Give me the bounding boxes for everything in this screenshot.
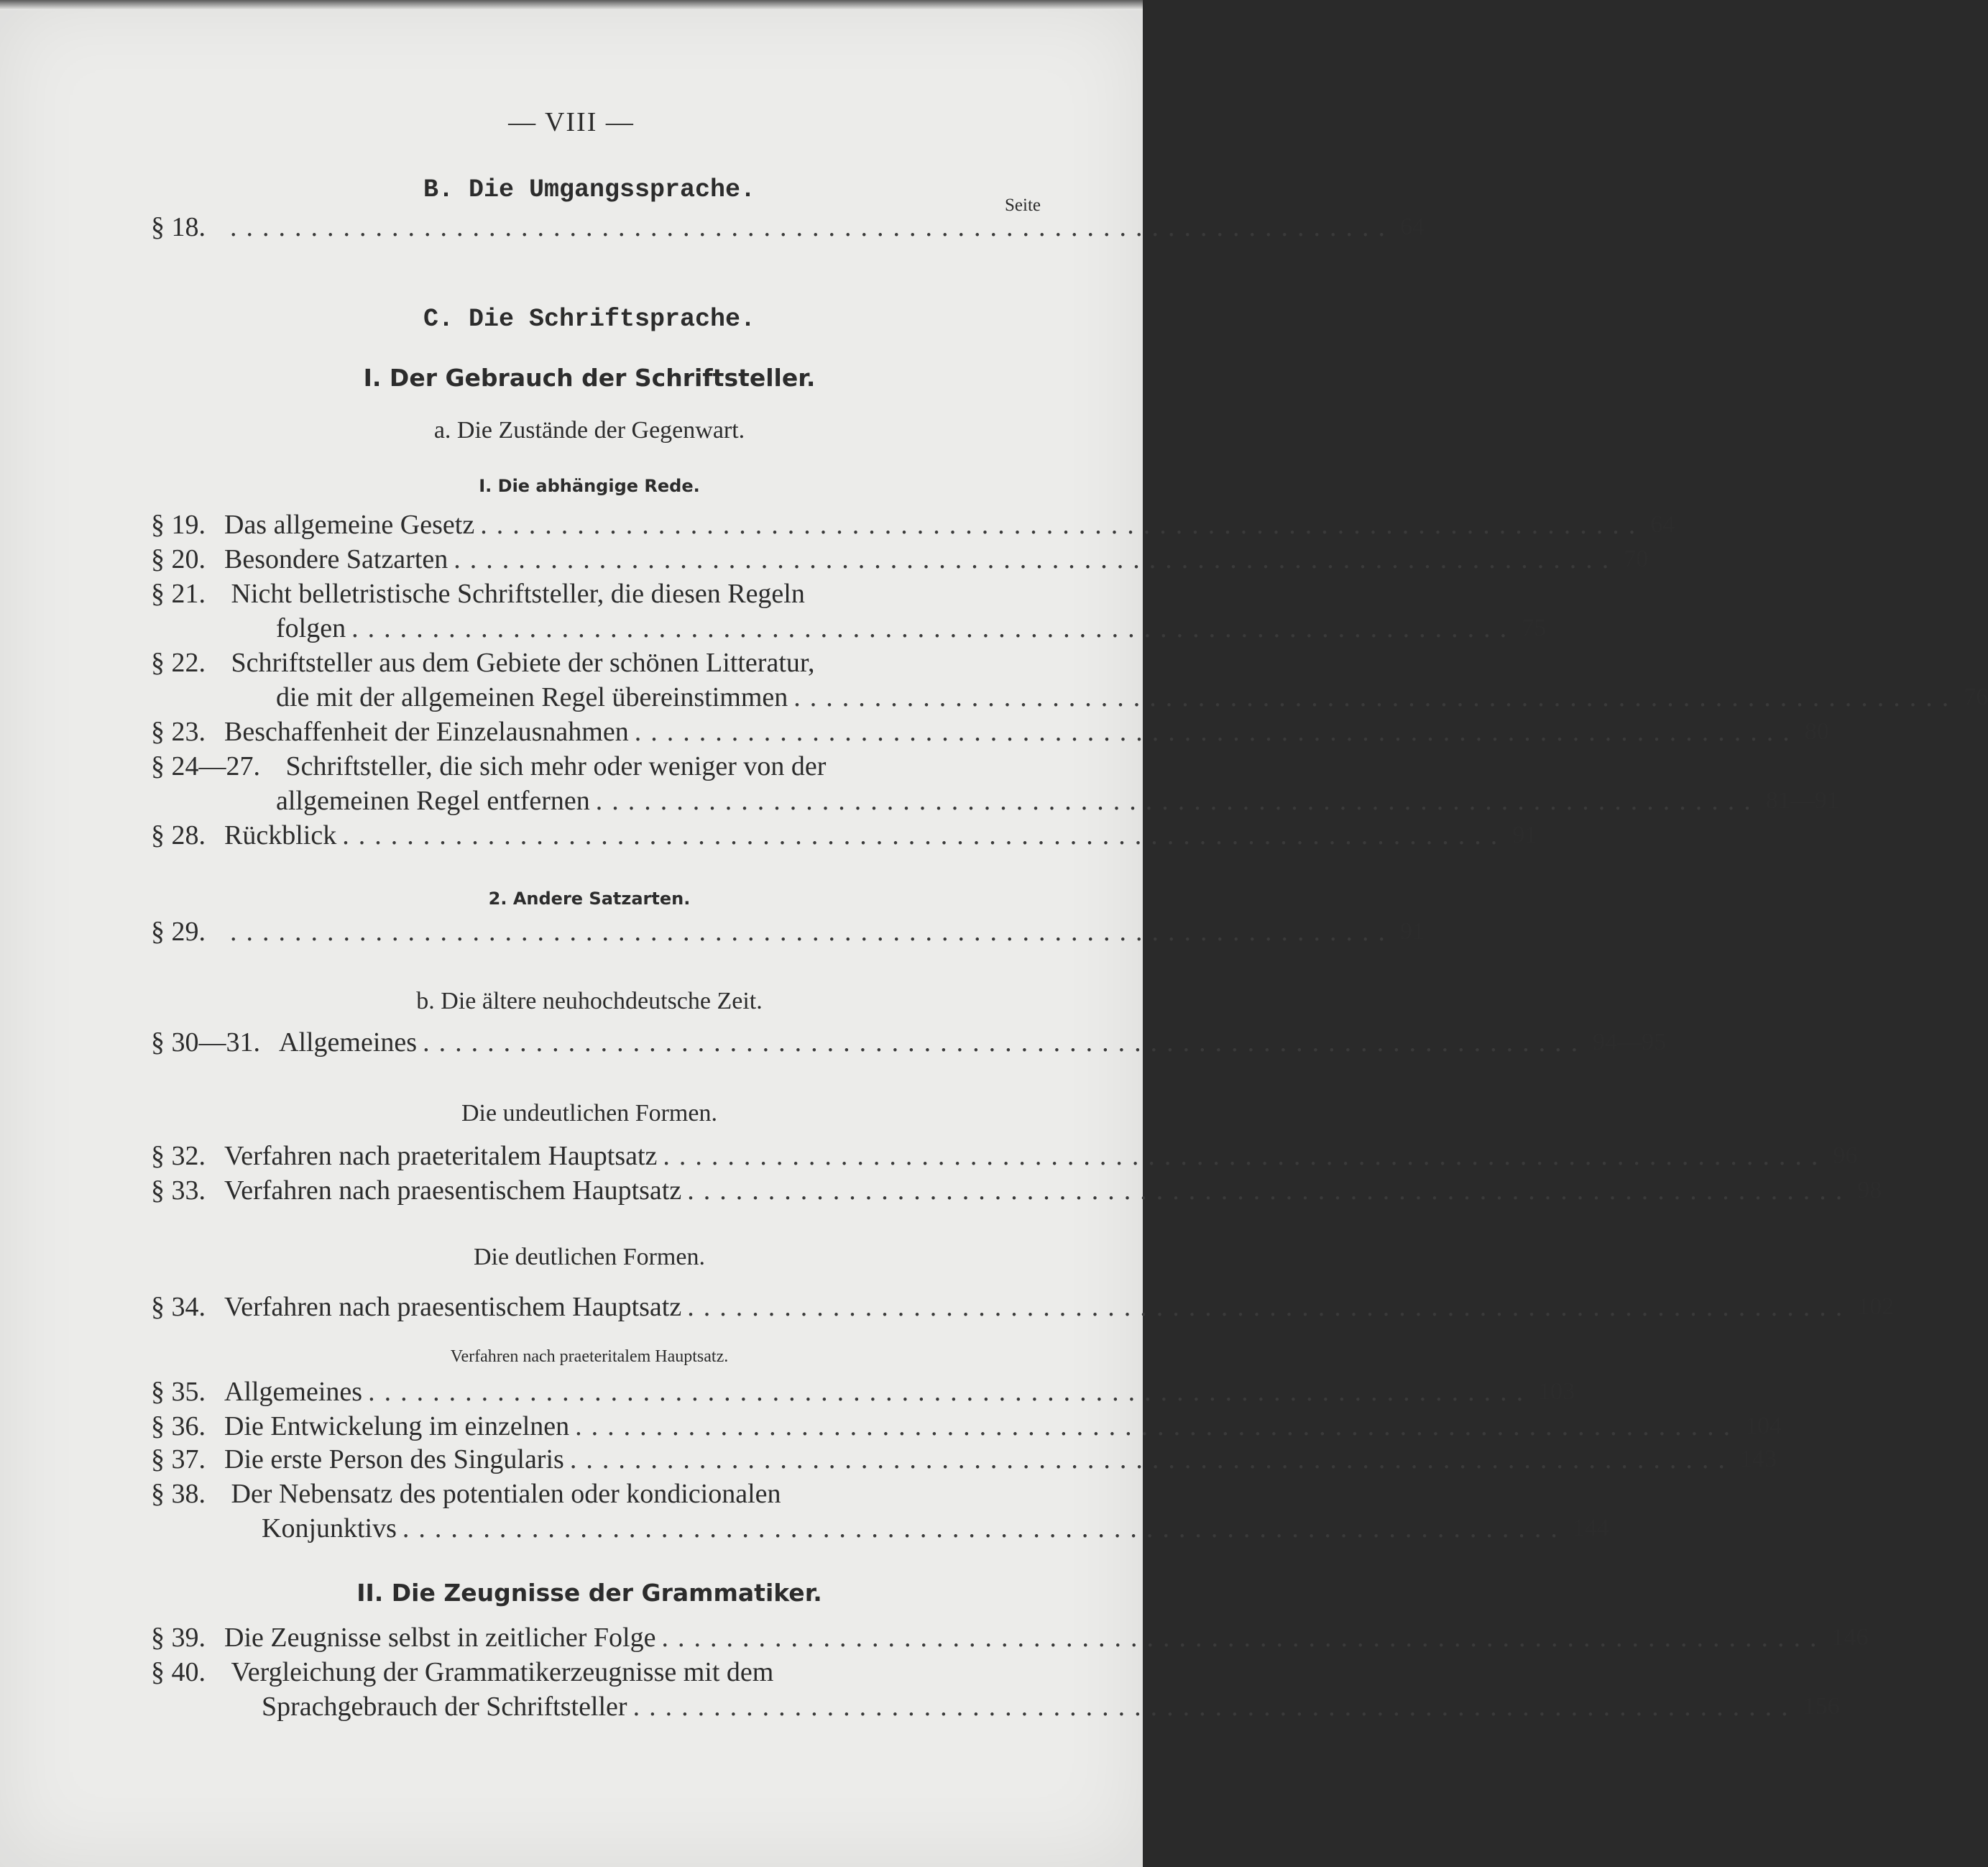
entry-title: Konjunktivs xyxy=(262,1513,397,1543)
dot-leader: ........................................................................ xyxy=(663,1141,1828,1171)
entry-title-line1: Nicht belletristische Schriftsteller, die diesen Regeln xyxy=(231,579,805,609)
entry-title: Verfahren nach praeteritalem Hauptsatz xyxy=(224,1141,658,1171)
toc-entry-32[interactable] xyxy=(151,1139,1858,1173)
entry-title: Besondere Satzarten xyxy=(224,544,448,574)
section-number: § 30—31. xyxy=(151,1027,260,1058)
page-ref: 156 xyxy=(1803,1693,1840,1720)
heading-schriftsprache: C. Die Schriftsprache. xyxy=(423,305,756,334)
page-ref: 75 xyxy=(1522,615,1547,641)
toc-entry-34[interactable] xyxy=(151,1290,1895,1324)
scan-edge xyxy=(0,0,1143,10)
entry-title: folgen xyxy=(276,613,346,643)
heading-zeugnisse-grammatiker: II. Die Zeugnisse der Grammatiker. xyxy=(356,1579,822,1607)
page-ref: 146 xyxy=(1831,1624,1869,1651)
section-number: § 32. xyxy=(151,1141,206,1171)
page-ref: 80 xyxy=(1804,718,1829,745)
toc-entry-22[interactable] xyxy=(151,646,1988,715)
page-ref: 91 xyxy=(1400,918,1425,945)
entry-title-line1: Schriftsteller aus dem Gebiete der schönen Litteratur, xyxy=(231,648,815,678)
dot-leader: ........................................................................ xyxy=(454,544,1619,574)
heading-gebrauch-schriftsteller: I. Der Gebrauch der Schriftsteller. xyxy=(363,364,816,392)
page-ref: 76 xyxy=(1964,684,1988,710)
dot-leader: ........................................................................ xyxy=(632,1692,1798,1722)
entry-title: Allgemeines xyxy=(279,1027,418,1058)
toc-entry-40[interactable] xyxy=(151,1655,1840,1724)
section-number: § 28. xyxy=(151,820,206,850)
page-ref: 144 xyxy=(1572,1515,1609,1541)
dot-leader: ........................................................................ xyxy=(687,1292,1852,1322)
dot-leader: ........................................................................ xyxy=(342,820,1507,850)
section-number: § 34. xyxy=(151,1292,206,1322)
section-number: § 19. xyxy=(151,510,206,540)
page-ref: 143 xyxy=(1739,1446,1777,1472)
toc-entry-39[interactable] xyxy=(151,1620,1869,1655)
heading-praeteritalem-hauptsatz: Verfahren nach praeteritalem Hauptsatz. xyxy=(450,1347,729,1366)
page-ref: 104 xyxy=(1745,1413,1782,1439)
dot-leader: ........................................................................ xyxy=(480,510,1645,540)
dot-leader: ........................................................................ xyxy=(634,717,1799,747)
entry-title: Die Entwickelung im einzelnen xyxy=(224,1411,570,1441)
heading-zustaende-gegenwart: a. Die Zustände der Gegenwart. xyxy=(433,417,745,444)
toc-entry-30-31[interactable] xyxy=(151,1025,1667,1060)
entry-title: Allgemeines xyxy=(224,1377,363,1407)
page-ref: 64 xyxy=(1400,214,1425,240)
toc-entry-29[interactable] xyxy=(151,914,1425,949)
page-ref: 96 xyxy=(1833,1142,1858,1169)
section-number: § 18. xyxy=(151,212,206,242)
dot-leader: ........................................................................ xyxy=(575,1411,1740,1441)
dot-leader: ........................................................................ xyxy=(423,1027,1588,1058)
dot-leader: ........................................................................ xyxy=(595,786,1760,816)
section-number: § 36. xyxy=(151,1411,206,1441)
entry-title: Sprachgebrauch der Schriftsteller xyxy=(262,1692,627,1722)
heading-abhaengige-rede: I. Die abhängige Rede. xyxy=(479,476,700,496)
entry-title: Rückblick xyxy=(224,820,337,850)
heading-aeltere-zeit: b. Die ältere neuhochdeutsche Zeit. xyxy=(416,988,763,1014)
page-ref: 91 xyxy=(1512,822,1537,848)
section-number: § 35. xyxy=(151,1377,206,1407)
dot-leader: ........................................................................ xyxy=(569,1444,1734,1474)
toc-entry-35[interactable] xyxy=(151,1375,1575,1409)
page-ref: 103 xyxy=(1538,1378,1575,1405)
page-ref: 64 xyxy=(1650,511,1675,538)
heading-andere-satzarten: 2. Andere Satzarten. xyxy=(488,889,691,909)
section-number: § 40. xyxy=(151,1657,206,1687)
section-number: § 37. xyxy=(151,1444,206,1474)
entry-title: die mit der allgemeinen Regel übereinstimmen xyxy=(276,682,788,712)
toc-entry-21[interactable] xyxy=(151,577,1547,646)
page-number: — VIII — xyxy=(508,107,635,137)
heading-deutliche-formen: Die deutlichen Formen. xyxy=(474,1244,705,1270)
section-number: § 21. xyxy=(151,579,206,609)
entry-title: Das allgemeine Gesetz xyxy=(224,510,475,540)
dot-leader: ........................................................................ xyxy=(661,1623,1826,1653)
toc-entry-18[interactable] xyxy=(151,210,1425,244)
page-ref: 70 xyxy=(1624,546,1649,572)
entry-title: Beschaffenheit der Einzelausnahmen xyxy=(224,717,629,747)
entry-title: Die Zeugnisse selbst in zeitlicher Folge xyxy=(224,1623,656,1653)
toc-entry-24-27[interactable] xyxy=(151,749,1839,818)
toc-entry-20[interactable] xyxy=(151,542,1649,577)
page-ref: 81—91 xyxy=(1765,787,1839,814)
section-number: § 20. xyxy=(151,544,206,574)
entry-title: allgemeinen Regel entfernen xyxy=(276,786,590,816)
toc-entry-19[interactable] xyxy=(151,508,1675,542)
seite-label: Seite xyxy=(1005,196,1041,215)
dot-leader: ........................................................................ xyxy=(368,1377,1533,1407)
toc-entry-36[interactable] xyxy=(151,1409,1782,1444)
section-number: § 33. xyxy=(151,1175,206,1206)
toc-entry-38[interactable] xyxy=(151,1477,1609,1546)
entry-title-line1: Der Nebensatz des potentialen oder kondicionalen xyxy=(231,1479,781,1509)
entry-title: Die erste Person des Singularis xyxy=(224,1444,564,1474)
page-ref: 98 xyxy=(1857,1177,1882,1203)
dot-leader: ........................................................................ xyxy=(687,1175,1852,1206)
entry-title: Verfahren nach praesentischem Hauptsatz xyxy=(224,1175,682,1206)
entry-title: Verfahren nach praesentischem Hauptsatz xyxy=(224,1292,682,1322)
entry-title-line1: Schriftsteller, die sich mehr oder weniger von der xyxy=(285,751,827,781)
section-number: § 38. xyxy=(151,1479,206,1509)
section-number: § 24—27. xyxy=(151,751,260,781)
dot-leader: ........................................................................ xyxy=(230,917,1394,947)
toc-entry-33[interactable] xyxy=(151,1173,1882,1208)
section-number: § 23. xyxy=(151,717,206,747)
heading-undeutliche-formen: Die undeutlichen Formen. xyxy=(461,1100,717,1127)
dot-leader: ........................................................................ xyxy=(402,1513,1567,1543)
page-ref: 102 xyxy=(1857,1293,1895,1320)
section-number: § 29. xyxy=(151,917,206,947)
dot-leader: ........................................................................ xyxy=(351,613,1517,643)
dot-leader: ........................................................................ xyxy=(230,212,1394,242)
section-number: § 39. xyxy=(151,1623,206,1653)
toc-entry-23[interactable] xyxy=(151,715,1829,749)
dot-leader: ........................................................................ xyxy=(793,682,1959,712)
toc-entry-37[interactable] xyxy=(151,1442,1777,1477)
section-number: § 22. xyxy=(151,648,206,678)
entry-title-line1: Vergleichung der Grammatikerzeugnisse mit dem xyxy=(231,1657,774,1687)
heading-umgangssprache: B. Die Umgangssprache. xyxy=(423,175,756,204)
toc-entry-28[interactable] xyxy=(151,818,1537,853)
page-ref: 94—95 xyxy=(1593,1029,1667,1055)
